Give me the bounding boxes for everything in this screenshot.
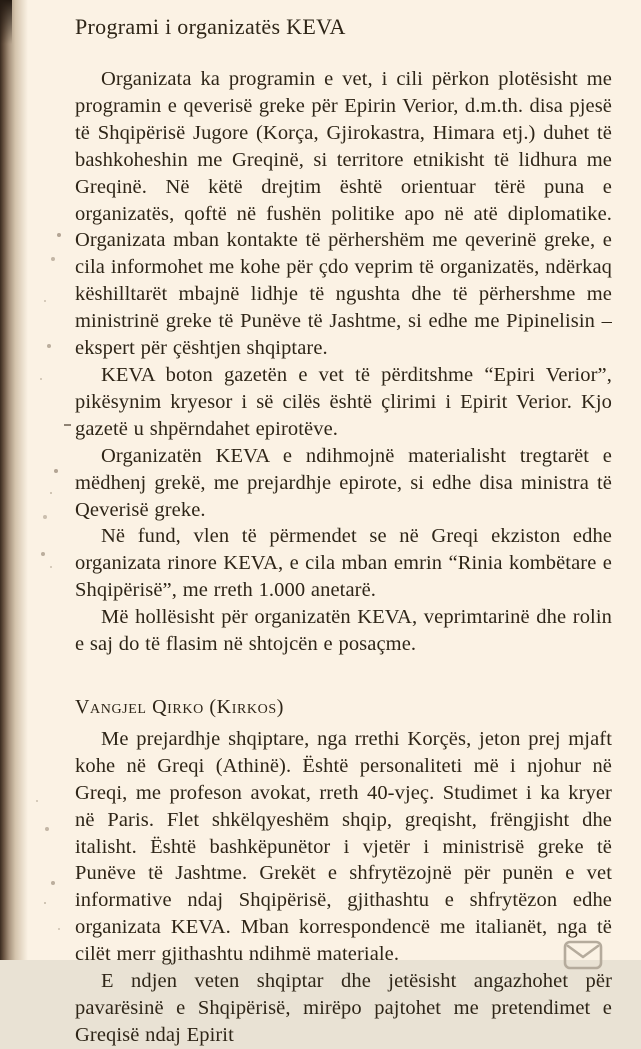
section-heading-vangjel-qirko: Vangjel Qirko (Kirkos) (75, 695, 284, 718)
page-title: Programi i organizatës KEVA (75, 14, 346, 39)
paragraph-qirko-allegiance: E ndjen veten shqiptar dhe jetësisht angazhohet për pavarësinë e Shqipërisë, mirëpo pajtohet me pretendimet e Greqisë ndaj Epirit (75, 970, 612, 1046)
margin-pencil-mark (64, 424, 71, 426)
page-text (75, 14, 612, 1049)
spine-top-blot (0, 0, 12, 44)
scan-speckles (0, 0, 2, 2)
paragraph-keva-youth: Në fund, vlen të përmendet se në Greqi ekziston edhe organizata rinore KEVA, e cila mban emrin “Rinia kombëtare e Shqipërisë”, me rreth 1.000 anetarë. (75, 525, 612, 602)
paragraph-keva-funding: Organizatën KEVA e ndihmojnë materialisht tregtarët e mëdhenj grekë, me prejardhje epirote, si edhe disa ministra të Qeverisë greke. (75, 444, 612, 521)
paragraph-keva-newspaper: KEVA boton gazetën e vet të përditshme “Epiri Verior”, pikësynim kryesor i së cilës është çlirimi i Epirit Verior. Kjo gazetë u shpërndahet epirotëve. (75, 363, 612, 440)
paragraph-qirko-biography: Me prejardhje shqiptare, nga rrethi Korçës, jeton prej mjaft kohe në Greqi (Athinë). Është personaliteti më i njohur në Greqi, me profeson avokat, rreth 40-vjeç. Studimet i ka kryer në Paris. Flet shkëlqyeshëm shqip, greqisht, frëngjisht dhe italisht. Është bashkëpunëtor i vjetër i ministrisë greke të Punëve të Jashtme. Grekët e shfrytëzojnë për punën e vet informative ndaj Shqipërisë, gjithashtu e shfrytëzon edhe organizata KEVA. Mban korrespondencë me italianët, nga të cilët merr gjithashtu ndihmë materiale. (75, 727, 612, 966)
envelope-icon[interactable] (563, 940, 603, 970)
paragraph-keva-program: Organizata ka programin e vet, i cili përkon plotësisht me programin e qeverisë greke për Epirin Verior, d.m.th. disa pjesë të Shqipërisë Jugore (Korça, Gjirokastra, Himara etj.) duhet të bashkoheshin me Greqinë, si territore etnikisht të lidhura me Greqinë. Në këtë drejtim është orientuar tërë puna e organizatës, qoftë në fushën politike apo në atë diplomatike. Organizata mban kontakte të përhershëm me qeverinë greke, e cila informohet me kohe për çdo veprim të organizatës, ndërkaq këshilltarët mbajnë lidhje të ngushta dhe të përhershme me ministrinë greke të Punëve të Jashtme, si edhe me Pipinelisin – ekspert për çështjen shqiptare. (75, 68, 612, 360)
book-spine-shadow (0, 0, 28, 960)
paragraph-keva-more-details: Më hollësisht për organizatën KEVA, veprimtarinë dhe rolin e saj do të flasim në shtojcën e posaçme. (75, 606, 612, 656)
